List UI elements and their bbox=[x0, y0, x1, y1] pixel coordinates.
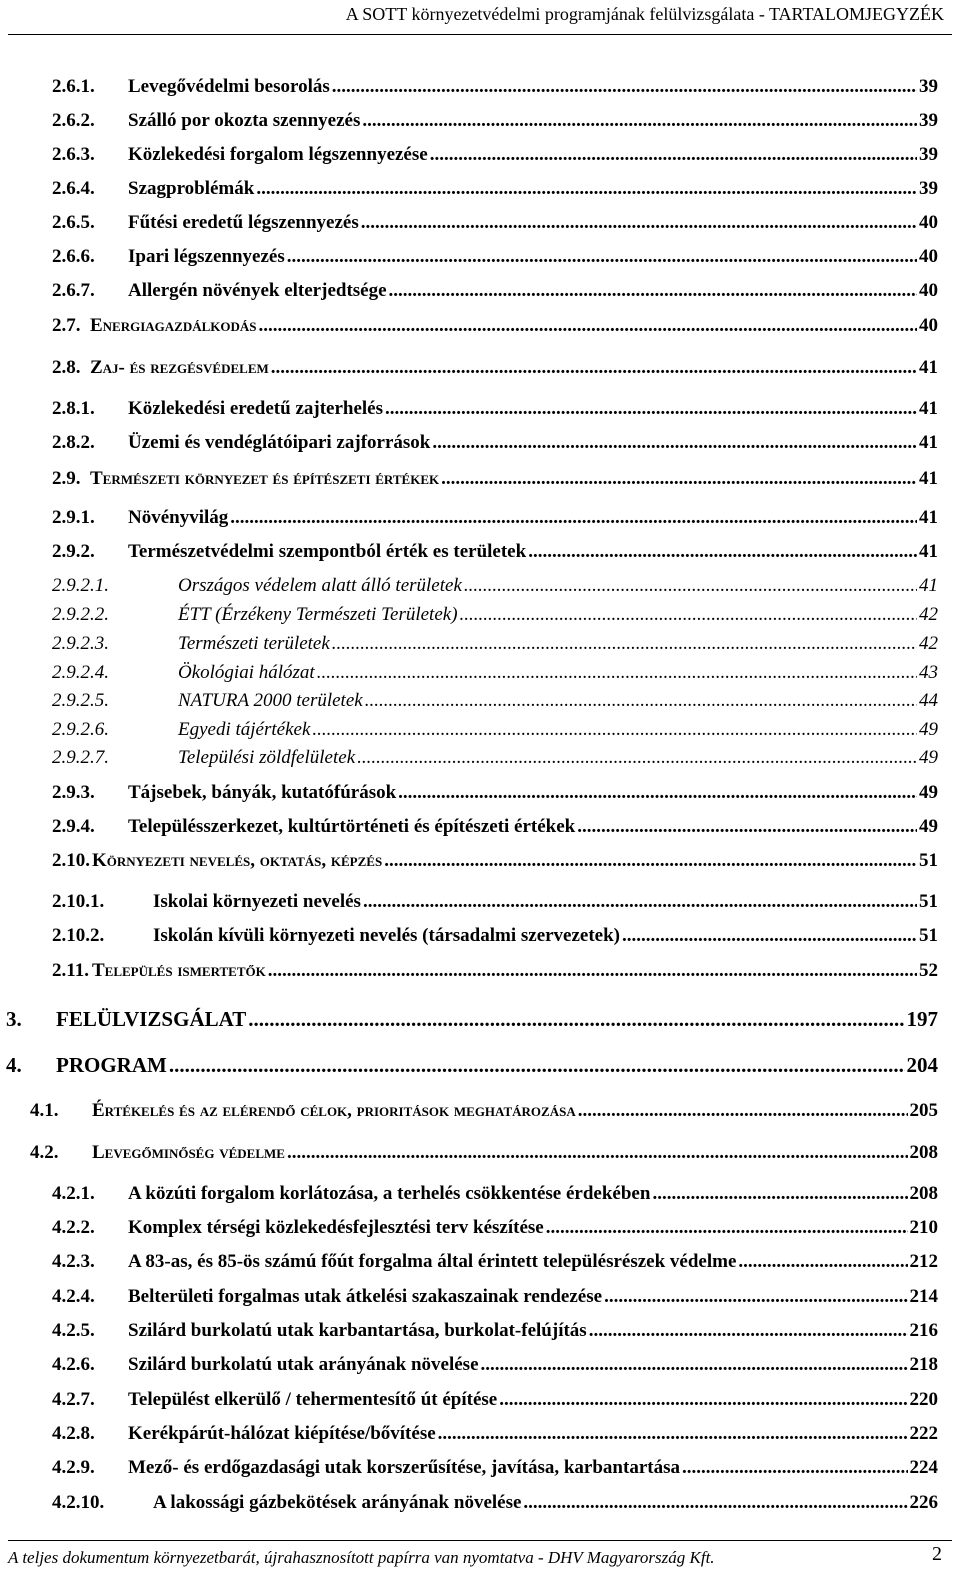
toc-entry-number: 4.2.2. bbox=[52, 1217, 95, 1238]
toc-entry-title: Értékelés és az elérendő célok, prioritások meghatározása bbox=[92, 1100, 576, 1121]
toc-dot-leader bbox=[287, 1142, 908, 1164]
toc-entry-page: 39 bbox=[919, 110, 938, 131]
toc-entry-title: NATURA 2000 területek bbox=[178, 690, 363, 711]
toc-dot-leader bbox=[256, 178, 917, 200]
toc-entry[interactable] bbox=[52, 144, 938, 166]
toc-entry-page: 41 bbox=[919, 507, 938, 528]
toc-entry[interactable] bbox=[52, 816, 938, 838]
toc-entry[interactable] bbox=[30, 1100, 938, 1122]
toc-dot-leader bbox=[652, 1183, 907, 1205]
toc-entry-title: A 83-as, és 85-ös számú főút forgalma által érintett településrészek védelme bbox=[128, 1251, 737, 1272]
toc-entry[interactable] bbox=[52, 110, 938, 132]
toc-entry-page: 40 bbox=[919, 246, 938, 267]
toc-entry-page: 210 bbox=[909, 1217, 938, 1238]
page-number: 2 bbox=[932, 1543, 942, 1565]
toc-entry-number: 4.2.10. bbox=[52, 1492, 105, 1513]
toc-dot-leader bbox=[622, 925, 917, 947]
toc-entry[interactable] bbox=[52, 575, 938, 597]
toc-dot-leader bbox=[682, 1457, 908, 1479]
toc-entry-title: Fűtési eredetű légszennyezés bbox=[128, 212, 359, 233]
toc-entry-title: Belterületi forgalmas utak átkelési szakaszainak rendezése bbox=[128, 1286, 603, 1307]
toc-entry-page: 39 bbox=[919, 178, 938, 199]
toc-entry-title: Iskolán kívüli környezeti nevelés (társadalmi szervezetek) bbox=[153, 925, 621, 946]
toc-entry-title: Tájsebek, bányák, kutatófúrások bbox=[128, 782, 397, 803]
toc-entry-page: 42 bbox=[919, 633, 938, 654]
toc-entry-title: Mező- és erdőgazdasági utak korszerűsítése, javítása, karbantartása bbox=[128, 1457, 680, 1478]
toc-entry-number: 4.2.5. bbox=[52, 1320, 95, 1341]
toc-dot-leader bbox=[481, 1354, 908, 1376]
toc-entry[interactable] bbox=[52, 1457, 938, 1479]
toc-entry[interactable] bbox=[52, 468, 938, 490]
toc-entry-page: 40 bbox=[919, 280, 938, 301]
toc-entry-page: 51 bbox=[919, 925, 938, 946]
toc-dot-leader bbox=[287, 246, 917, 268]
toc-entry[interactable] bbox=[52, 925, 938, 947]
toc-entry-page: 41 bbox=[919, 541, 938, 562]
toc-entry-number: 4. bbox=[6, 1053, 22, 1077]
toc-entry-title: Ipari légszennyezés bbox=[128, 246, 285, 267]
toc-entry-page: 41 bbox=[919, 398, 938, 419]
toc-entry-page: 41 bbox=[919, 357, 938, 378]
toc-entry[interactable] bbox=[52, 747, 938, 769]
toc-entry-title: Allergén növények elterjedtsége bbox=[128, 280, 387, 301]
toc-entry-number: 2.9.2.7. bbox=[52, 747, 109, 768]
toc-entry-number: 2.6.7. bbox=[52, 280, 95, 301]
toc-dot-leader bbox=[259, 315, 917, 337]
toc-entry-page: 226 bbox=[909, 1492, 938, 1513]
toc-entry-number: 4.1. bbox=[30, 1100, 59, 1121]
toc-entry[interactable] bbox=[52, 719, 938, 741]
toc-entry[interactable] bbox=[52, 1354, 938, 1376]
toc-entry-page: 222 bbox=[909, 1423, 938, 1444]
toc-entry-title: Természeti területek bbox=[178, 633, 330, 654]
toc-entry-page: 216 bbox=[909, 1320, 938, 1341]
toc-entry-title: Zaj- és rezgésvédelem bbox=[90, 357, 269, 378]
toc-entry[interactable] bbox=[6, 1053, 938, 1078]
toc-entry-number: 2.6.3. bbox=[52, 144, 95, 165]
toc-entry[interactable] bbox=[52, 507, 938, 529]
toc-dot-leader bbox=[738, 1251, 907, 1273]
toc-entry-number: 2.10.1. bbox=[52, 891, 105, 912]
toc-entry-number: 2.9.2.4. bbox=[52, 662, 109, 683]
toc-entry-page: 39 bbox=[919, 76, 938, 97]
toc-entry-page: 42 bbox=[919, 604, 938, 625]
footer-rule bbox=[8, 1540, 952, 1541]
toc-entry[interactable] bbox=[52, 398, 938, 420]
toc-entry-number: 2.9. bbox=[52, 468, 81, 489]
toc-entry-page: 208 bbox=[909, 1142, 938, 1163]
toc-entry-number: 2.9.3. bbox=[52, 782, 95, 803]
toc-dot-leader bbox=[248, 1007, 904, 1032]
toc-dot-leader bbox=[528, 541, 917, 563]
toc-dot-leader bbox=[460, 604, 917, 626]
toc-dot-leader bbox=[398, 782, 917, 804]
toc-dot-leader bbox=[589, 1320, 908, 1342]
toc-entry-number: 2.6.6. bbox=[52, 246, 95, 267]
toc-entry-page: 41 bbox=[919, 432, 938, 453]
toc-entry-title: Szilárd burkolatú utak karbantartása, burkolat-felújítás bbox=[128, 1320, 587, 1341]
toc-entry-number: 2.9.2. bbox=[52, 541, 95, 562]
toc-entry-page: 212 bbox=[909, 1251, 938, 1272]
toc-entry-number: 2.9.4. bbox=[52, 816, 95, 837]
toc-dot-leader bbox=[389, 280, 917, 302]
toc-entry-title: PROGRAM bbox=[56, 1053, 167, 1077]
toc-entry-number: 2.9.2.3. bbox=[52, 633, 109, 654]
toc-entry[interactable] bbox=[52, 1320, 938, 1342]
toc-dot-leader bbox=[169, 1053, 905, 1078]
toc-entry-title: Országos védelem alatt álló területek bbox=[178, 575, 462, 596]
toc-entry-page: 220 bbox=[909, 1389, 938, 1410]
toc-dot-leader bbox=[438, 1423, 908, 1445]
toc-entry-number: 2.6.4. bbox=[52, 178, 95, 199]
page-footer: A teljes dokumentum környezetbarát, újrahasznosított papírra van nyomtatva - DHV Magyarország Kft. bbox=[8, 1548, 715, 1567]
toc-entry-title: A lakossági gázbekötések arányának növelése bbox=[153, 1492, 522, 1513]
toc-entry[interactable] bbox=[52, 432, 938, 454]
toc-entry-page: 224 bbox=[909, 1457, 938, 1478]
toc-entry[interactable] bbox=[6, 1007, 938, 1032]
toc-entry-number: 3. bbox=[6, 1007, 22, 1031]
toc-entry-title: Szagproblémák bbox=[128, 178, 255, 199]
toc-entry-title: Szilárd burkolatú utak arányának növelése bbox=[128, 1354, 479, 1375]
toc-dot-leader bbox=[271, 357, 917, 379]
toc-entry-number: 2.10. bbox=[52, 850, 90, 871]
toc-entry-title: Települési zöldfelületek bbox=[178, 747, 356, 768]
toc-dot-leader bbox=[361, 212, 917, 234]
toc-entry-page: 218 bbox=[909, 1354, 938, 1375]
toc-dot-leader bbox=[312, 719, 917, 741]
toc-dot-leader bbox=[604, 1286, 907, 1308]
toc-entry[interactable] bbox=[52, 212, 938, 234]
toc-entry-page: 204 bbox=[906, 1053, 938, 1077]
toc-entry-title: Település ismertetők bbox=[92, 960, 266, 981]
toc-entry[interactable] bbox=[52, 1492, 938, 1514]
toc-entry-page: 49 bbox=[919, 719, 938, 740]
toc-entry-title: Ökológiai hálózat bbox=[178, 662, 315, 683]
toc-entry-number: 2.11. bbox=[52, 960, 89, 981]
toc-entry[interactable] bbox=[52, 1183, 938, 1205]
toc-entry[interactable] bbox=[52, 604, 938, 626]
toc-entry-number: 2.8. bbox=[52, 357, 81, 378]
header-rule bbox=[8, 34, 952, 35]
toc-entry-page: 49 bbox=[919, 747, 938, 768]
toc-entry-title: Egyedi tájértékek bbox=[178, 719, 311, 740]
toc-entry[interactable] bbox=[52, 246, 938, 268]
toc-entry-page: 41 bbox=[919, 468, 938, 489]
toc-entry-title: A közúti forgalom korlátozása, a terhelés csökkentése érdekében bbox=[128, 1183, 651, 1204]
toc-entry-title: Szálló por okozta szennyezés bbox=[128, 110, 361, 131]
toc-entry-title: Közlekedési forgalom légszennyezése bbox=[128, 144, 428, 165]
toc-entry-title: Környezeti nevelés, oktatás, képzés bbox=[92, 850, 383, 871]
toc-entry[interactable] bbox=[30, 1142, 938, 1164]
toc-entry-number: 4.2.4. bbox=[52, 1286, 95, 1307]
toc-entry[interactable] bbox=[52, 690, 938, 712]
toc-entry-page: 51 bbox=[919, 891, 938, 912]
toc-dot-leader bbox=[523, 1492, 907, 1514]
toc-dot-leader bbox=[332, 633, 917, 655]
toc-entry-page: 49 bbox=[919, 782, 938, 803]
toc-entry-title: Energiagazdálkodás bbox=[90, 315, 257, 336]
toc-entry-title: ÉTT (Érzékeny Természeti Területek) bbox=[178, 604, 458, 625]
toc-entry[interactable] bbox=[52, 76, 938, 98]
toc-entry-page: 214 bbox=[909, 1286, 938, 1307]
toc-entry-number: 4.2.1. bbox=[52, 1183, 95, 1204]
toc-entry[interactable] bbox=[52, 850, 938, 872]
toc-entry[interactable] bbox=[52, 891, 938, 913]
toc-dot-leader bbox=[546, 1217, 908, 1239]
toc-entry[interactable] bbox=[52, 1389, 938, 1411]
toc-entry-page: 41 bbox=[919, 575, 938, 596]
toc-entry-title: Természeti környezet és építészeti értékek bbox=[90, 468, 440, 489]
toc-entry-number: 4.2.7. bbox=[52, 1389, 95, 1410]
toc-entry-number: 2.6.1. bbox=[52, 76, 95, 97]
toc-entry-title: FELÜLVIZSGÁLAT bbox=[56, 1007, 247, 1031]
toc-entry-number: 4.2.3. bbox=[52, 1251, 95, 1272]
toc-entry[interactable] bbox=[52, 1286, 938, 1308]
toc-entry[interactable] bbox=[52, 633, 938, 655]
toc-entry[interactable] bbox=[52, 178, 938, 200]
toc-dot-leader bbox=[362, 110, 917, 132]
toc-entry-title: Iskolai környezeti nevelés bbox=[153, 891, 361, 912]
toc-entry[interactable] bbox=[52, 541, 938, 563]
toc-entry-number: 2.7. bbox=[52, 315, 81, 336]
toc-entry-number: 4.2.6. bbox=[52, 1354, 95, 1375]
toc-entry[interactable] bbox=[52, 662, 938, 684]
toc-entry-title: Üzemi és vendéglátóipari zajforrások bbox=[128, 432, 431, 453]
toc-entry[interactable] bbox=[52, 1251, 938, 1273]
toc-entry-title: Növényvilág bbox=[128, 507, 229, 528]
toc-entry-number: 2.8.2. bbox=[52, 432, 95, 453]
toc-entry-title: Településszerkezet, kultúrtörténeti és építészeti értékek bbox=[128, 816, 576, 837]
toc-entry-number: 4.2. bbox=[30, 1142, 59, 1163]
toc-dot-leader bbox=[432, 432, 917, 454]
toc-entry[interactable] bbox=[52, 1423, 938, 1445]
toc-dot-leader bbox=[365, 690, 917, 712]
toc-entry[interactable] bbox=[52, 280, 938, 302]
toc-entry-number: 2.9.2.6. bbox=[52, 719, 109, 740]
toc-dot-leader bbox=[441, 468, 917, 490]
toc-entry[interactable] bbox=[52, 1217, 938, 1239]
toc-entry-title: Kerékpárút-hálózat kiépítése/bővítése bbox=[128, 1423, 436, 1444]
toc-entry-number: 4.2.8. bbox=[52, 1423, 95, 1444]
toc-entry-page: 40 bbox=[919, 212, 938, 233]
toc-entry[interactable] bbox=[52, 782, 938, 804]
toc-entry-title: Települést elkerülő / tehermentesítő út építése bbox=[128, 1389, 498, 1410]
toc-entry-page: 208 bbox=[909, 1183, 938, 1204]
toc-entry-number: 2.10.2. bbox=[52, 925, 105, 946]
toc-dot-leader bbox=[230, 507, 917, 529]
toc-entry-page: 51 bbox=[919, 850, 938, 871]
toc-entry[interactable] bbox=[52, 315, 938, 337]
toc-dot-leader bbox=[464, 575, 917, 597]
toc-dot-leader bbox=[430, 144, 917, 166]
toc-dot-leader bbox=[268, 960, 917, 982]
toc-dot-leader bbox=[385, 398, 917, 420]
toc-entry-title: Természetvédelmi szempontból érték es területek bbox=[128, 541, 527, 562]
toc-entry-page: 49 bbox=[919, 816, 938, 837]
toc-entry-number: 2.9.1. bbox=[52, 507, 95, 528]
toc-entry-number: 2.9.2.2. bbox=[52, 604, 109, 625]
toc-entry-number: 2.9.2.5. bbox=[52, 690, 109, 711]
toc-entry-number: 4.2.9. bbox=[52, 1457, 95, 1478]
toc-dot-leader bbox=[499, 1389, 907, 1411]
toc-entry-number: 2.6.2. bbox=[52, 110, 95, 131]
toc-dot-leader bbox=[357, 747, 917, 769]
toc-dot-leader bbox=[577, 816, 917, 838]
toc-entry-page: 43 bbox=[919, 662, 938, 683]
toc-entry-title: Közlekedési eredetű zajterhelés bbox=[128, 398, 384, 419]
toc-entry-number: 2.6.5. bbox=[52, 212, 95, 233]
toc-entry-page: 197 bbox=[906, 1007, 938, 1031]
toc-entry-page: 39 bbox=[919, 144, 938, 165]
toc-entry-page: 52 bbox=[919, 960, 938, 981]
toc-dot-leader bbox=[363, 891, 917, 913]
toc-entry-page: 205 bbox=[909, 1100, 938, 1121]
toc-dot-leader bbox=[317, 662, 917, 684]
toc-entry-number: 2.9.2.1. bbox=[52, 575, 109, 596]
toc-entry-title: Levegővédelmi besorolás bbox=[128, 76, 330, 97]
toc-entry-title: Komplex térségi közlekedésfejlesztési terv készítése bbox=[128, 1217, 544, 1238]
toc-entry[interactable] bbox=[52, 357, 938, 379]
toc-dot-leader bbox=[384, 850, 917, 872]
toc-dot-leader bbox=[578, 1100, 908, 1122]
toc-entry-title: Levegőminőség védelme bbox=[92, 1142, 285, 1163]
toc-dot-leader bbox=[332, 76, 917, 98]
page-header: A SOTT környezetvédelmi programjának felülvizsgálata - TARTALOMJEGYZÉK bbox=[345, 4, 944, 24]
toc-entry-number: 2.8.1. bbox=[52, 398, 95, 419]
toc-entry[interactable] bbox=[52, 960, 938, 982]
toc-entry-page: 40 bbox=[919, 315, 938, 336]
toc-entry-page: 44 bbox=[919, 690, 938, 711]
